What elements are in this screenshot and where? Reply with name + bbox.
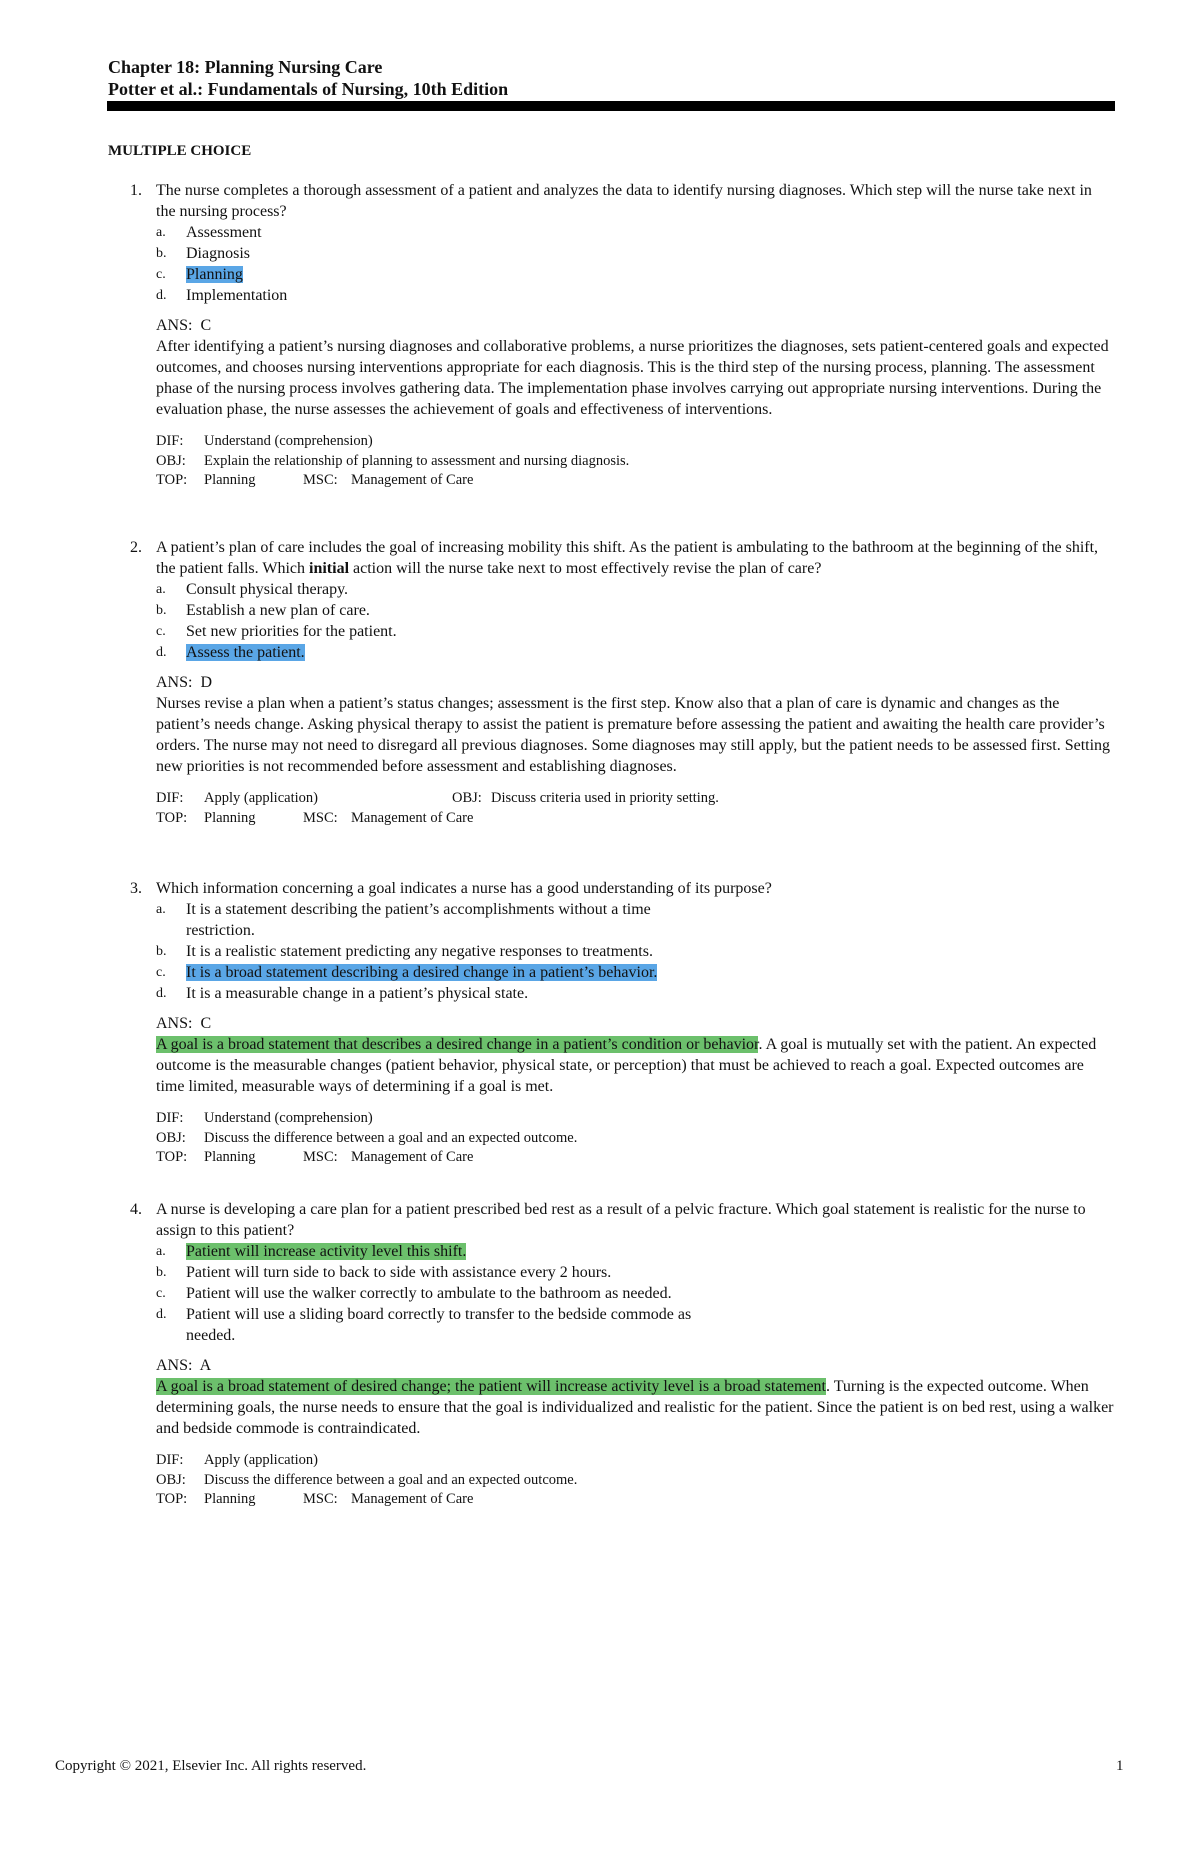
option-d: d. It is a measurable change in a patient’s physical state. [156, 985, 529, 1002]
question-number: 4. [130, 1201, 142, 1218]
correct-option-highlight: Assess the patient. [186, 644, 305, 661]
question-number: 1. [130, 182, 142, 199]
option-a: a. Patient will increase activity level this shift. [156, 1243, 467, 1260]
header-rule [107, 101, 1115, 111]
topic: Planning [204, 472, 256, 488]
question-metadata: DIF: Apply (application) OBJ: Discuss criteria used in priority setting. TOP: Planning MSC: Management of Care [156, 789, 1115, 828]
section-title: MULTIPLE CHOICE [108, 143, 252, 159]
answer-line: ANS: C [156, 1015, 212, 1032]
option-a: a. Assessment [156, 224, 262, 241]
question-3 [130, 878, 1115, 1168]
option-d: d. Patient will use a sliding board correctly to transfer to the bedside commode as needed. [156, 1306, 692, 1344]
page-number: 1 [1116, 1758, 1124, 1774]
option-a: a. Consult physical therapy. [156, 581, 349, 598]
option-c: c. Planning [156, 266, 243, 283]
answer-line: ANS: A [156, 1357, 212, 1374]
option-list [156, 222, 1115, 306]
option-a: a. It is a statement describing the patient’s accomplishments without a time restriction. [156, 901, 651, 939]
msc: Management of Care [351, 472, 474, 488]
question-stem: Which information concerning a goal indicates a nurse has a good understanding of its purpose? [156, 880, 772, 897]
option-list [156, 1241, 1115, 1346]
question-number: 3. [130, 880, 142, 897]
correct-option-highlight: Planning [186, 266, 243, 283]
objective: Discuss criteria used in priority setting. [491, 790, 719, 806]
option-b: b. It is a realistic statement predicting any negative responses to treatments. [156, 943, 653, 960]
msc: Management of Care [351, 809, 474, 826]
objective: Explain the relationship of planning to assessment and nursing diagnosis. [204, 452, 630, 469]
question-stem: A patient’s plan of care includes the goal of increasing mobility this shift. As the patient is ambulating to the bathroom at the beginning of the shift, the patient falls. Which initial action will the nurse take next to most effectively revise the plan of care? [156, 539, 1099, 577]
difficulty: Apply (application) [204, 790, 318, 806]
rationale: A goal is a broad statement of desired change; the patient will increase activity level is a broad statement. Turning is the expected outcome. When determining goals, the nurse needs to ensure that the goal is individualized and realistic for the patient. Since the patient is on bed rest, using a walker and bedside commode is contraindicated. [156, 1378, 1114, 1437]
msc: Management of Care [351, 1491, 474, 1507]
topic: Planning [204, 1149, 256, 1165]
question-metadata: DIF: Understand (comprehension) OBJ: Discuss the difference between a goal and an expected outcome. TOP: Planning MSC: Management of Care [156, 1109, 1115, 1168]
answer-line: ANS: C [156, 317, 212, 334]
rationale: After identifying a patient’s nursing diagnoses and collaborative problems, a nurse prioritizes the diagnoses, sets patient-centered goals and expected outcomes, and chooses nursing interventions appropriate for each diagnosis. This is the third step of the nursing process, planning. The assessment phase of the nursing process involves gathering data. The implementation phase involves carrying out appropriate nursing interventions. During the evaluation phase, the nurse assesses the achievement of goals and effectiveness of interventions. [156, 338, 1109, 418]
option-c: c. Patient will use the walker correctly to ambulate to the bathroom as needed. [156, 1285, 672, 1302]
topic: Planning [204, 1491, 256, 1507]
question-1 [130, 180, 1115, 491]
correct-option-highlight: Patient will increase activity level this shift. [186, 1243, 467, 1260]
book-title: Potter et al.: Fundamentals of Nursing, 10th Edition [108, 79, 509, 99]
question-stem: The nurse completes a thorough assessment of a patient and analyzes the data to identify nursing diagnoses. Which step will the nurse take next in the nursing process? [156, 182, 1092, 220]
question-metadata: DIF: Understand (comprehension) OBJ: Explain the relationship of planning to assessment and nursing diagnosis. TOP: Planning MSC: Management of Care [156, 432, 1115, 491]
objective: Discuss the difference between a goal and an expected outcome. [204, 1471, 578, 1488]
difficulty: Apply (application) [204, 1452, 318, 1468]
option-list [156, 899, 1115, 1004]
question-2 [130, 537, 1115, 828]
difficulty: Understand (comprehension) [204, 433, 373, 449]
copyright-footer: Copyright © 2021, Elsevier Inc. All rights reserved. [55, 1758, 367, 1774]
answer-line: ANS: D [156, 674, 213, 691]
option-d: d. Implementation [156, 287, 288, 304]
question-number: 2. [130, 539, 142, 556]
option-b: b. Diagnosis [156, 245, 250, 262]
msc: Management of Care [351, 1149, 474, 1165]
question-4 [130, 1199, 1115, 1510]
rationale: Nurses revise a plan when a patient’s status changes; assessment is the first step. Know also that a plan of care is dynamic and changes as the patient’s needs change. Asking physical therapy to assist the patient is premature before assessing the patient and awaiting the health care provider’s orders. The nurse may not need to disregard all previous diagnoses. Some diagnoses may still apply, but the patient needs to be assessed first. Setting new priorities is not recommended before assessment and establishing diagnoses. [156, 695, 1111, 775]
option-b: b. Patient will turn side to back to side with assistance every 2 hours. [156, 1264, 612, 1281]
correct-option-highlight: It is a broad statement describing a desired change in a patient’s behavior. [186, 964, 658, 981]
rationale-highlight: A goal is a broad statement that describes a desired change in a patient’s condition or behavior [156, 1036, 759, 1053]
chapter-title: Chapter 18: Planning Nursing Care [108, 57, 383, 77]
difficulty: Understand (comprehension) [204, 1110, 373, 1126]
rationale: A goal is a broad statement that describes a desired change in a patient’s condition or behavior. A goal is mutually set with the patient. An expected outcome is the measurable changes (patient behavior, physical state, or perception) that must be achieved to reach a goal. Expected outcomes are time limited, measurable ways of determining if a goal is met. [156, 1036, 1097, 1095]
question-stem: A nurse is developing a care plan for a patient prescribed bed rest as a result of a pelvic fracture. Which goal statement is realistic for the nurse to assign to this patient? [156, 1201, 1086, 1239]
question-metadata: DIF: Apply (application) OBJ: Discuss the difference between a goal and an expected outcome. TOP: Planning MSC: Management of Care [156, 1451, 1115, 1510]
option-c: c. Set new priorities for the patient. [156, 623, 397, 640]
rationale-highlight: A goal is a broad statement of desired change; the patient will increase activity level is a broad statement [156, 1378, 826, 1395]
topic: Planning [204, 809, 256, 826]
option-list [156, 579, 1115, 663]
option-d: d. Assess the patient. [156, 644, 305, 661]
objective: Discuss the difference between a goal and an expected outcome. [204, 1129, 578, 1146]
option-c: c. It is a broad statement describing a desired change in a patient’s behavior. [156, 964, 658, 981]
option-b: b. Establish a new plan of care. [156, 602, 370, 619]
